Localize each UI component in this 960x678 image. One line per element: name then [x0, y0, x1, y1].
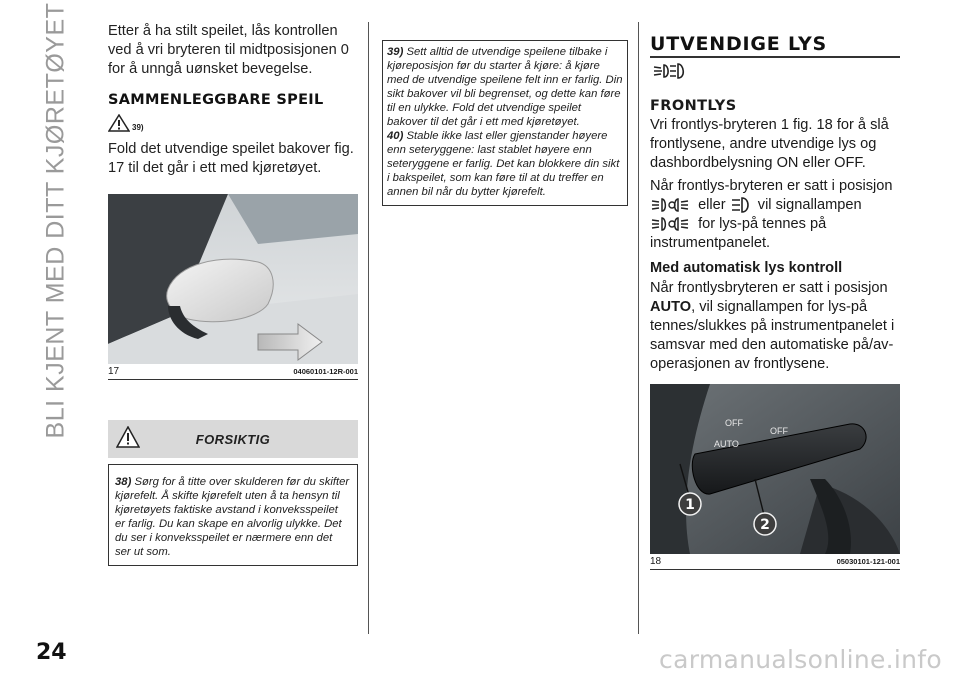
column-divider-1 — [368, 22, 369, 634]
signal-lamp-paragraph — [650, 177, 900, 253]
exterior-lights-icon — [650, 62, 688, 80]
note-39 — [387, 45, 623, 129]
column-1 — [108, 22, 358, 566]
side-section-title — [36, 2, 76, 438]
heading-rule — [650, 56, 900, 58]
warning-notes-box — [382, 40, 628, 206]
figure-18 — [650, 384, 900, 570]
note-39-text: Sett alltid de utvendige speilene tilbake i kjøreposisjon før du starter å kjøre: å kjøre med de utvendige speilene felt inn er farlig. Din sikt bakover vil bli begrenset, og dette kan føre til en ulykke. Fold det utvendige speilet bakover til det går i ett med kjøretøyet. — [387, 46, 623, 128]
note-40-ref: 40) — [387, 130, 404, 142]
caution-header — [108, 420, 358, 458]
watermark: carmanualsonline.info — [659, 645, 942, 674]
warning-reference — [108, 114, 358, 132]
lights-on-indicator-icon — [650, 216, 694, 232]
figure-17-caption — [108, 364, 358, 380]
column-3 — [650, 22, 900, 570]
light-switch-stalk-photo — [650, 384, 900, 554]
note-39-ref: 39) — [387, 46, 404, 58]
p2-part-c: for lys-på tennes på instrumentpanelet. — [650, 216, 827, 251]
figure-18-caption — [650, 554, 900, 570]
parking-light-icon — [650, 197, 694, 213]
warning-triangle-icon — [108, 114, 130, 132]
section-heading-exterior-lights: UTVENDIGE LYS — [650, 33, 827, 55]
figure-17-code: 04060101-12R-001 — [293, 367, 358, 376]
p3-part-a: Når frontlysbryteren er satt i posisjon — [650, 280, 888, 296]
note-40 — [387, 129, 623, 199]
p2-part-b: vil signallampen — [757, 197, 862, 213]
switch-label-off-1: OFF — [725, 418, 743, 428]
auto-light-paragraph — [650, 279, 900, 374]
side-mirror-photo — [108, 194, 358, 364]
headlight-icon — [730, 196, 754, 214]
warning-ref-number: 39) — [132, 123, 144, 132]
side-title-text: BLI KJENT MED DITT KJØRETØYET — [41, 2, 70, 438]
callout-2: 2 — [760, 517, 770, 533]
caution-triangle-icon — [116, 426, 140, 448]
p2-part-a: Når frontlys-bryteren er satt i posisjon — [650, 178, 893, 194]
section-heading-folding-mirrors: SAMMENLEGGBARE SPEIL — [108, 92, 324, 108]
figure-18-number: 18 — [650, 556, 662, 567]
caution-note — [108, 464, 358, 566]
subheading-auto-light: Med automatisk lys kontroll — [650, 260, 843, 276]
auto-position-label: AUTO — [650, 299, 692, 315]
column-divider-2 — [638, 22, 639, 634]
caution-ref: 38) — [115, 476, 132, 488]
p2-or: eller — [698, 197, 726, 213]
page-number: 24 — [36, 640, 67, 665]
intro-paragraph: Etter å ha stilt speilet, lås kontrollen ved å vri bryteren til midtposisjonen 0 for å unngå uønsket bevegelse. — [108, 23, 349, 77]
fold-mirror-paragraph: Fold det utvendige speilet bakover fig. 17 til det går i ett med kjøretøyet. — [108, 141, 354, 176]
switch-label-off-2: OFF — [770, 426, 788, 436]
caution-title: FORSIKTIG — [195, 431, 271, 447]
caution-text: Sørg for å titte over skulderen før du skifter kjørefelt. Å skifte kjørefelt uten å ta hensyn til kjøretøyets faktiske avstand i konveksspeilet er farlig. Du kan skape en alvorlig ulykke. Det du ser i konveksspeilet er nærmere enn det ser ut som. — [115, 476, 350, 558]
subheading-headlights: FRONTLYS — [650, 98, 737, 114]
headlight-switch-paragraph: Vri frontlys-bryteren 1 fig. 18 for å slå frontlysene, andre utvendige lys og dashbordbelysning ON eller OFF. — [650, 117, 889, 171]
figure-18-code: 05030101-121-001 — [836, 557, 900, 566]
note-40-text: Stable ikke last eller gjenstander høyere enn seteryggene: last stablet høyere enn seteryggene er farlig. Det kan blokkere din sikt i bakspeilet, som kan føre til at du treffer en annen bil når du bytter kjørefelt. — [387, 130, 620, 198]
figure-17 — [108, 194, 358, 380]
column-2 — [382, 40, 628, 206]
caution-block — [108, 420, 358, 566]
switch-label-auto: AUTO — [714, 439, 739, 449]
callout-1: 1 — [685, 497, 695, 513]
p3-part-b: , vil signallampen for lys-på tennes/slukkes på instrumentpanelet i samsvar med den automatiske på/av-operasjonen av frontlysene. — [650, 299, 895, 372]
figure-17-number: 17 — [108, 366, 120, 377]
